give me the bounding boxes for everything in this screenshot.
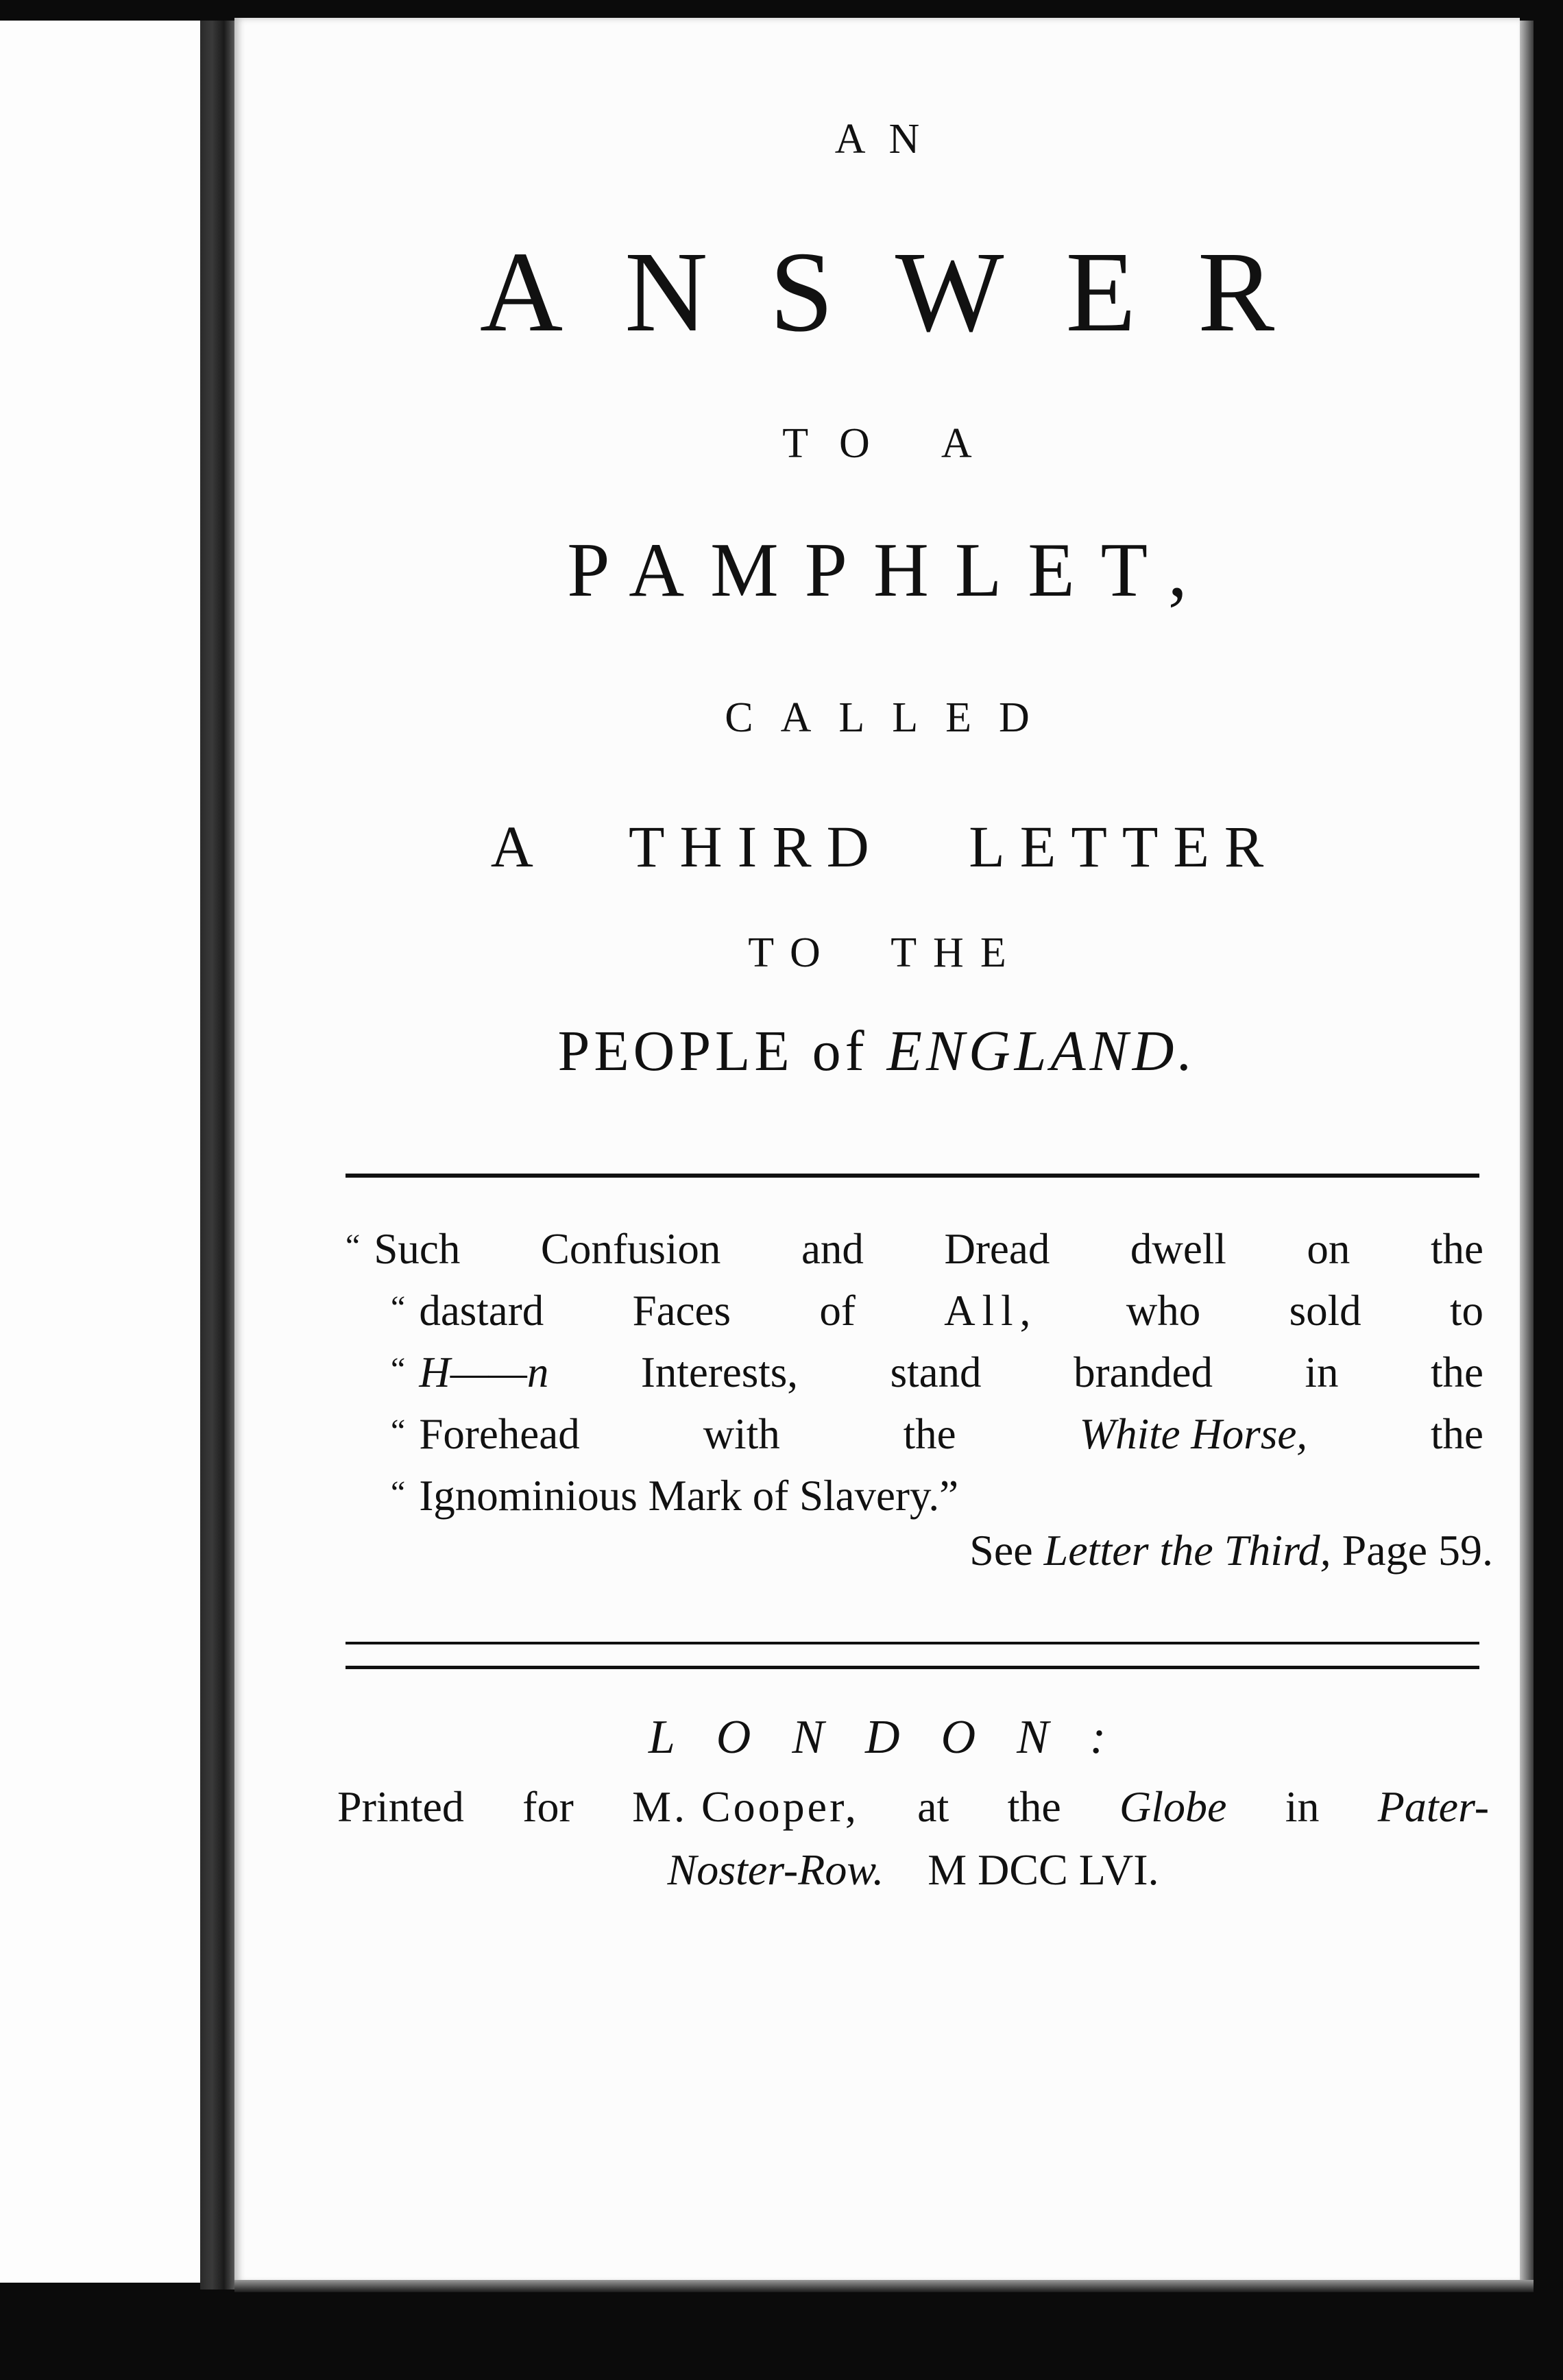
epigraph-line-1 (346, 1220, 1483, 1282)
rule-double-upper (346, 1642, 1479, 1644)
epigraph-word: sold (1289, 1287, 1361, 1335)
rule-top (346, 1174, 1479, 1178)
epigraph-word: Dread (944, 1225, 1050, 1273)
title-pamphlet: PAMPHLET, (567, 528, 1213, 613)
quote-mark: “ (391, 1474, 406, 1511)
epigraph-word: Forehead (419, 1410, 580, 1458)
title-people-of: PEOPLE of (557, 1019, 869, 1083)
left-blank-leaf (0, 21, 206, 2283)
epigraph-line-3-lead (391, 1344, 548, 1405)
epigraph-word: the (1431, 1348, 1483, 1396)
page-edge-right (1520, 21, 1534, 2283)
epigraph-line-1-lead (346, 1220, 460, 1282)
imprint-word: Printed (337, 1782, 464, 1831)
title-third-letter: A THIRD LETTER (490, 814, 1279, 879)
epigraph-word-white-horse: White Horse, (1079, 1410, 1308, 1458)
imprint-city: LONDON: (648, 1711, 1148, 1764)
epigraph-line-5-words: Ignominious Mark of Slavery.” (419, 1472, 959, 1520)
imprint (337, 1775, 1489, 1902)
imprint-line-2 (337, 1838, 1489, 1902)
epigraph-word-hanover: H——n (419, 1348, 549, 1396)
epigraph-word: Interests, (640, 1348, 799, 1396)
imprint-word: at (917, 1782, 949, 1831)
epigraph-word: Such (374, 1225, 461, 1273)
epigraph-line-5-text (391, 1467, 958, 1529)
epigraph-word: Faces (632, 1287, 731, 1335)
epigraph-line-5 (346, 1467, 1483, 1529)
quote-mark: “ (346, 1228, 361, 1264)
ref-see: See (969, 1526, 1033, 1575)
title-an: AN (834, 116, 943, 162)
imprint-noster-row: Noster-Row. (667, 1845, 884, 1894)
imprint-globe: Globe (1119, 1782, 1227, 1831)
epigraph-word: the (1430, 1225, 1483, 1273)
quote-mark: “ (391, 1289, 406, 1326)
title-to-the: TO THE (748, 930, 1023, 976)
epigraph-line-4-lead (391, 1405, 580, 1467)
epigraph-line-3 (346, 1344, 1483, 1405)
imprint-word: in (1285, 1782, 1320, 1831)
epigraph-word: on (1307, 1225, 1350, 1273)
title-people-of-england (234, 1018, 1520, 1084)
title-called: CALLED (725, 694, 1057, 741)
epigraph-word: dwell (1130, 1225, 1226, 1273)
epigraph (346, 1220, 1483, 1529)
epigraph-line-4 (346, 1405, 1483, 1467)
imprint-pater: Pater- (1377, 1782, 1489, 1831)
epigraph-word: of (819, 1287, 856, 1335)
title-to-a: TO A (782, 420, 1004, 467)
title-page-content (234, 0, 1520, 2283)
epigraph-line-2 (346, 1282, 1483, 1344)
epigraph-word: Confusion (540, 1225, 721, 1273)
imprint-line-1 (337, 1775, 1489, 1838)
epigraph-word: dastard (419, 1287, 544, 1335)
epigraph-word: branded (1074, 1348, 1213, 1396)
epigraph-word: in (1305, 1348, 1339, 1396)
epigraph-word: the (1431, 1410, 1483, 1458)
epigraph-word: and (801, 1225, 864, 1273)
imprint-word: for (522, 1782, 574, 1831)
epigraph-word: who (1126, 1287, 1201, 1335)
epigraph-word: stand (890, 1348, 982, 1396)
title-answer: ANSWER (479, 228, 1337, 356)
epigraph-word: with (703, 1410, 780, 1458)
epigraph-word: to (1449, 1287, 1483, 1335)
epigraph-reference (234, 1525, 1493, 1576)
imprint-date: M DCC LVI. (928, 1845, 1159, 1894)
imprint-word: the (1007, 1782, 1061, 1831)
quote-mark: “ (391, 1351, 406, 1387)
ref-page: Page 59. (1342, 1526, 1493, 1575)
epigraph-word: the (903, 1410, 956, 1458)
rule-double-lower (346, 1666, 1479, 1669)
epigraph-word-all: All, (944, 1287, 1038, 1335)
quote-mark: “ (391, 1413, 406, 1449)
imprint-printer-name: M. Cooper, (632, 1782, 859, 1831)
title-england: ENGLAND. (886, 1019, 1197, 1083)
epigraph-line-2-lead (391, 1282, 544, 1344)
ref-work: Letter the Third, (1043, 1526, 1331, 1575)
